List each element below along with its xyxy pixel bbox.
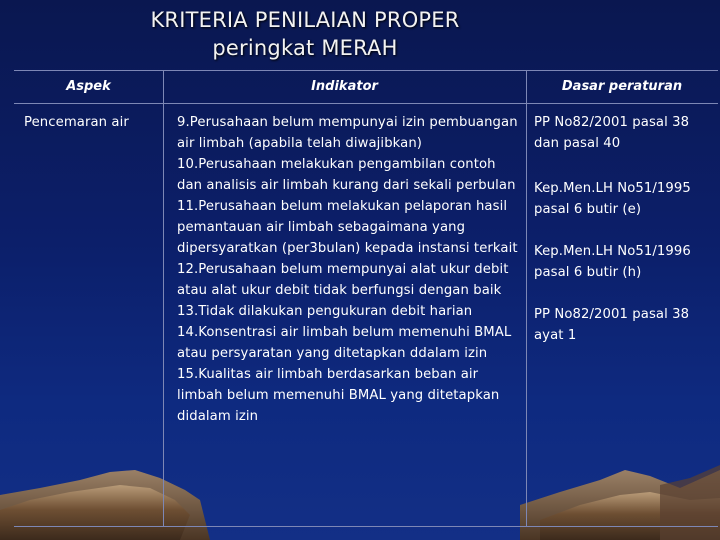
dasar-item: PP No82/2001 pasal 38 ayat 1 (534, 307, 690, 343)
header-dasar-peraturan: Dasar peraturan (561, 79, 683, 94)
header-aspek: Aspek (66, 79, 111, 94)
indikator-item: 12.Perusahaan belum mempunyai alat ukur debit atau alat ukur debit tidak berfungsi dengan baik (177, 262, 509, 298)
dasar-item: PP No82/2001 pasal 38 dan pasal 40 (534, 115, 690, 151)
indikator-item: 9.Perusahaan belum mempunyai izin pembuangan air limbah (apabila telah diwajibkan) (177, 115, 518, 151)
column-divider (163, 71, 164, 526)
dasar-item: Kep.Men.LH No51/1995 pasal 6 butir (e) (534, 181, 691, 217)
column-divider (526, 71, 527, 526)
indikator-item: 15.Kualitas air limbah berdasarkan beban air limbah belum memenuhi BMAL yang ditetapkan didalam izin (177, 367, 500, 424)
aspek-cell: Pencemaran air (24, 115, 129, 130)
title-line-1: KRITERIA PENILAIAN PROPER (150, 8, 460, 32)
slide-title (0, 6, 610, 62)
dasar-peraturan-cell (534, 112, 714, 346)
title-line-2: peringkat MERAH (212, 36, 398, 60)
indikator-item: 14.Konsentrasi air limbah belum memenuhi BMAL atau persyaratan yang ditetapkan ddalam izin (177, 325, 512, 361)
dasar-item: Kep.Men.LH No51/1996 pasal 6 butir (h) (534, 244, 691, 280)
indikator-item: 13.Tidak dilakukan pengukuran debit harian (177, 304, 473, 319)
indikator-item: 11.Perusahaan belum melakukan pelaporan hasil pemantauan air limbah sebagaimana yang dipersyaratkan (per3bulan) kepada instansi terkait (177, 199, 518, 256)
indikator-item: 10.Perusahaan melakukan pengambilan contoh dan analisis air limbah kurang dari sekali perbulan (177, 157, 516, 193)
indikator-cell (177, 112, 522, 427)
header-divider (14, 103, 718, 104)
header-indikator: Indikator (311, 79, 378, 94)
criteria-table (14, 70, 718, 527)
